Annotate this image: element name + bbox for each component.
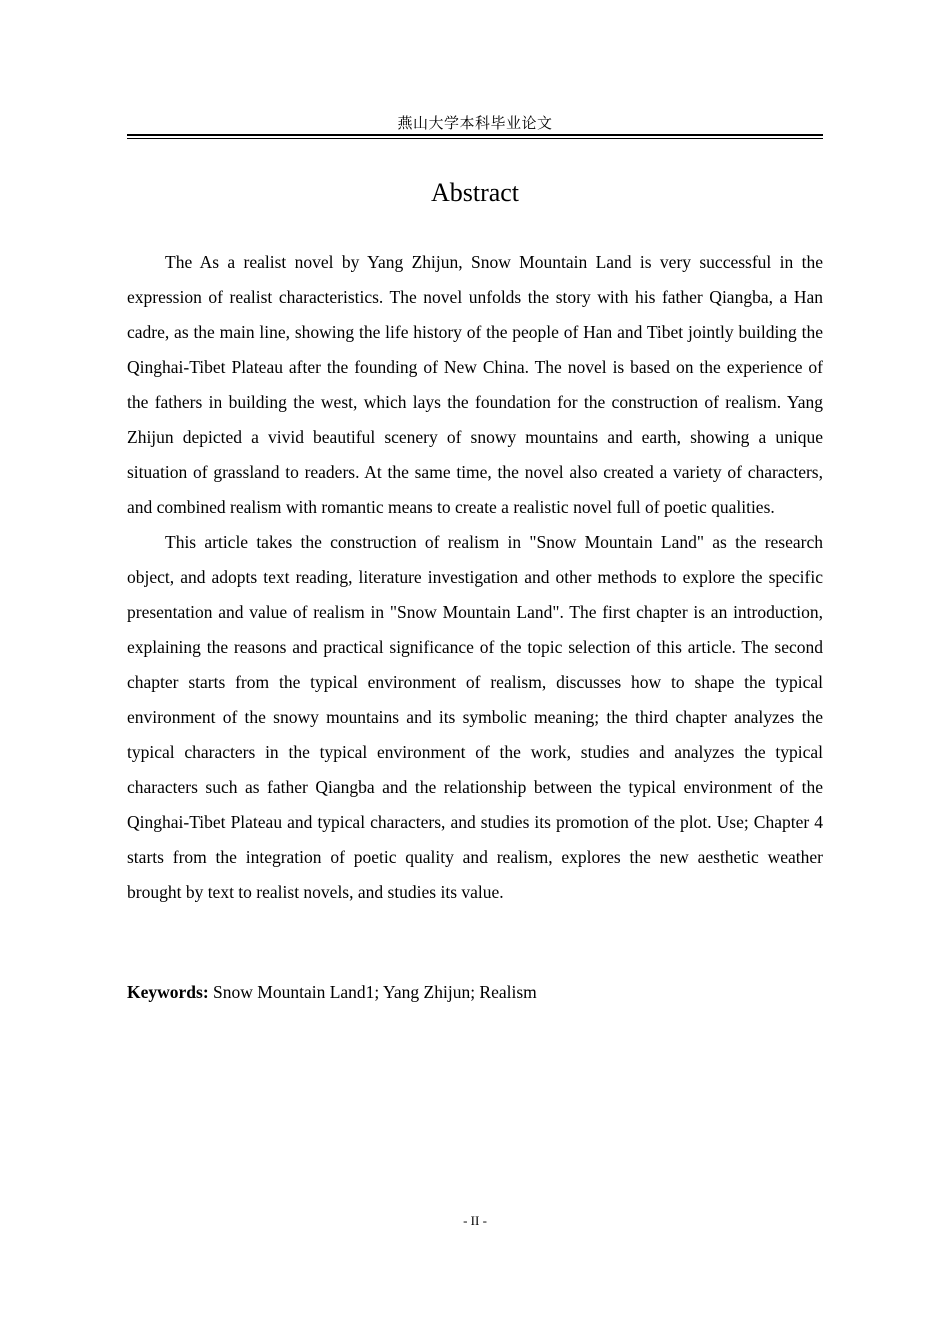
abstract-title: Abstract	[430, 178, 520, 207]
running-header: 燕山大学本科毕业论文	[397, 116, 553, 132]
page-number: - II -	[463, 1213, 487, 1228]
abstract-body	[127, 245, 823, 910]
abstract-paragraph-2: This article takes the construction of realism in "Snow Mountain Land" as the research object, and adopts text reading, literature investigation and other methods to explore the specific presentation and value of realism in "Snow Mountain Land". The first chapter is an introduction, explaining the reasons and practical significance of the topic selection of this article. The second chapter starts from the typical environment of realism, discusses how to shape the typical environment of the snowy mountains and its symbolic meaning; the third chapter analyzes the typical characters in the typical environment of the work, studies and analyzes the typical characters such as father Qiangba and the relationship between the typical environment of the Qinghai-Tibet Plateau and typical characters, and studies its promotion of the plot. Use; Chapter 4 starts from the integration of poetic quality and realism, explores the new aesthetic weather brought by text to realist novels, and studies its value.	[127, 532, 823, 902]
abstract-paragraph-1: The As a realist novel by Yang Zhijun, Snow Mountain Land is very successful in the expression of realist characteristics. The novel unfolds the story with his father Qiangba, a Han cadre, as the main line, showing the life history of the people of Han and Tibet jointly building the Qinghai-Tibet Plateau after the founding of New China. The novel is based on the experience of the fathers in building the west, which lays the foundation for the construction of realism. Yang Zhijun depicted a vivid beautiful scenery of snowy mountains and earth, showing a unique situation of grassland to readers. At the same time, the novel also created a variety of characters, and combined realism with romantic means to create a realistic novel full of poetic qualities.	[127, 252, 823, 517]
header-rule	[127, 134, 823, 139]
keywords-line	[127, 980, 823, 1004]
keywords-label: Keywords:	[127, 982, 209, 1002]
keywords-value: Snow Mountain Land1; Yang Zhijun; Realism	[208, 982, 537, 1002]
